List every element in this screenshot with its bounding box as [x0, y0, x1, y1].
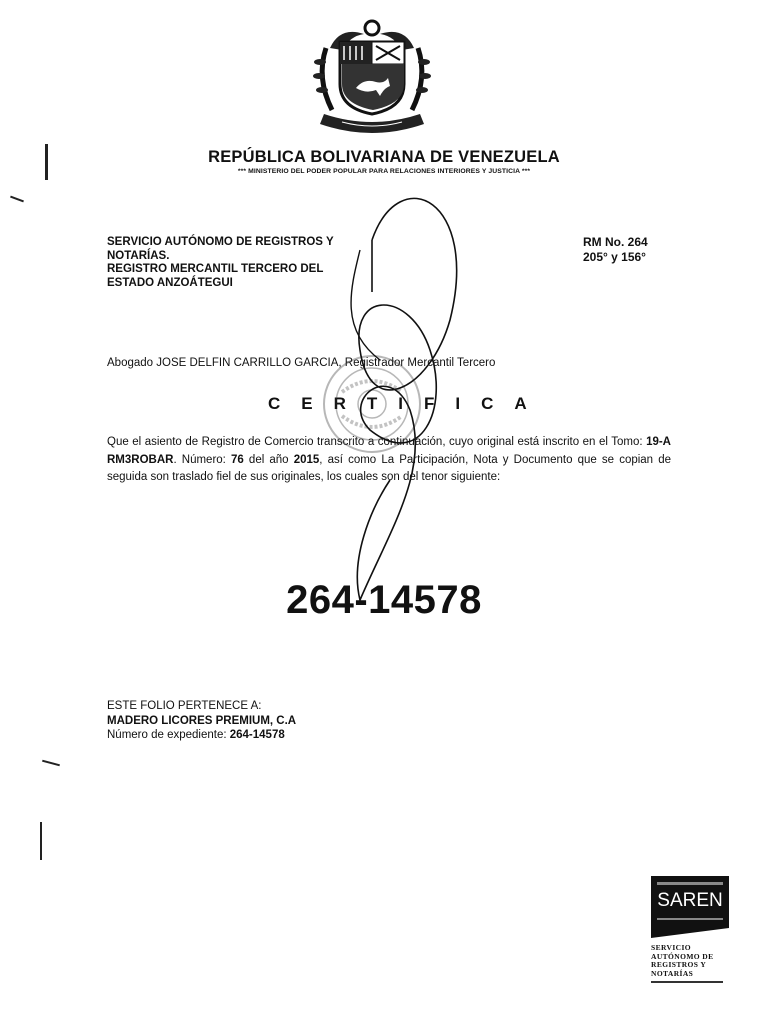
scan-mark [40, 822, 42, 860]
registrar-name: JOSE DELFIN CARRILLO GARCIA [156, 357, 339, 369]
body-text-1: Que el asiento de Registro de Comercio transcrito a continuación, cuyo original está inscrito en el Tomo: [107, 436, 647, 448]
expediente-big-number: 264-14578 [286, 578, 482, 622]
saren-logo-block [651, 876, 729, 938]
registrar-title: , Registrador Mercantil Tercero [338, 357, 496, 369]
folio-block [107, 699, 296, 743]
saren-logo-name: SAREN [657, 890, 723, 911]
saren-logo-subtitle: SERVICIO AUTÓNOMO DE REGISTROS Y NOTARÍAS [651, 943, 714, 978]
ministry-line: *** MINISTERIO DEL PODER POPULAR PARA RELACIONES INTERIORES Y JUSTICIA *** [237, 168, 531, 175]
company-name: MADERO LICORES PREMIUM, C.A [107, 714, 297, 727]
folio-heading: ESTE FOLIO PERTENECE A: [107, 700, 262, 712]
scan-mark [10, 196, 24, 203]
expediente-number: 264-14578 [229, 729, 285, 741]
body-text-3: del año [243, 453, 294, 466]
anio-value: 2015 [293, 453, 320, 466]
office-line-1: SERVICIO AUTÓNOMO DE REGISTROS Y [107, 236, 334, 248]
body-text-4: , así como La Participación, Nota y Documento que se copian de seguida son traslado fiel de sus originales, los cuales son del tenor siguiente: [107, 453, 671, 484]
certifica-heading: CERTIFICA [268, 394, 548, 413]
years-label: 205° y 156° [583, 250, 646, 264]
office-line-4: ESTADO ANZOÁTEGUI [107, 276, 233, 289]
tomo-value: 19-A RM3ROBAR [107, 436, 671, 466]
numero-value: 76 [231, 453, 244, 466]
expediente-line [107, 728, 296, 743]
office-line-2: NOTARÍAS. [107, 249, 170, 262]
country-title: REPÚBLICA BOLIVARIANA DE VENEZUELA [208, 148, 560, 166]
registrar-prefix: Abogado [107, 357, 154, 369]
handwritten-signature [330, 180, 480, 610]
scan-mark [42, 760, 60, 767]
coat-of-arms-icon [312, 18, 432, 140]
expediente-label: Número de expediente: [107, 729, 230, 741]
body-text-2: . Número: [173, 453, 231, 466]
reference-block [583, 235, 648, 265]
saren-logo [651, 876, 729, 986]
office-block [107, 236, 367, 290]
scan-mark [45, 144, 48, 180]
office-line-3: REGISTRO MERCANTIL TERCERO DEL [107, 263, 324, 275]
rm-number: RM No. 264 [583, 235, 648, 249]
